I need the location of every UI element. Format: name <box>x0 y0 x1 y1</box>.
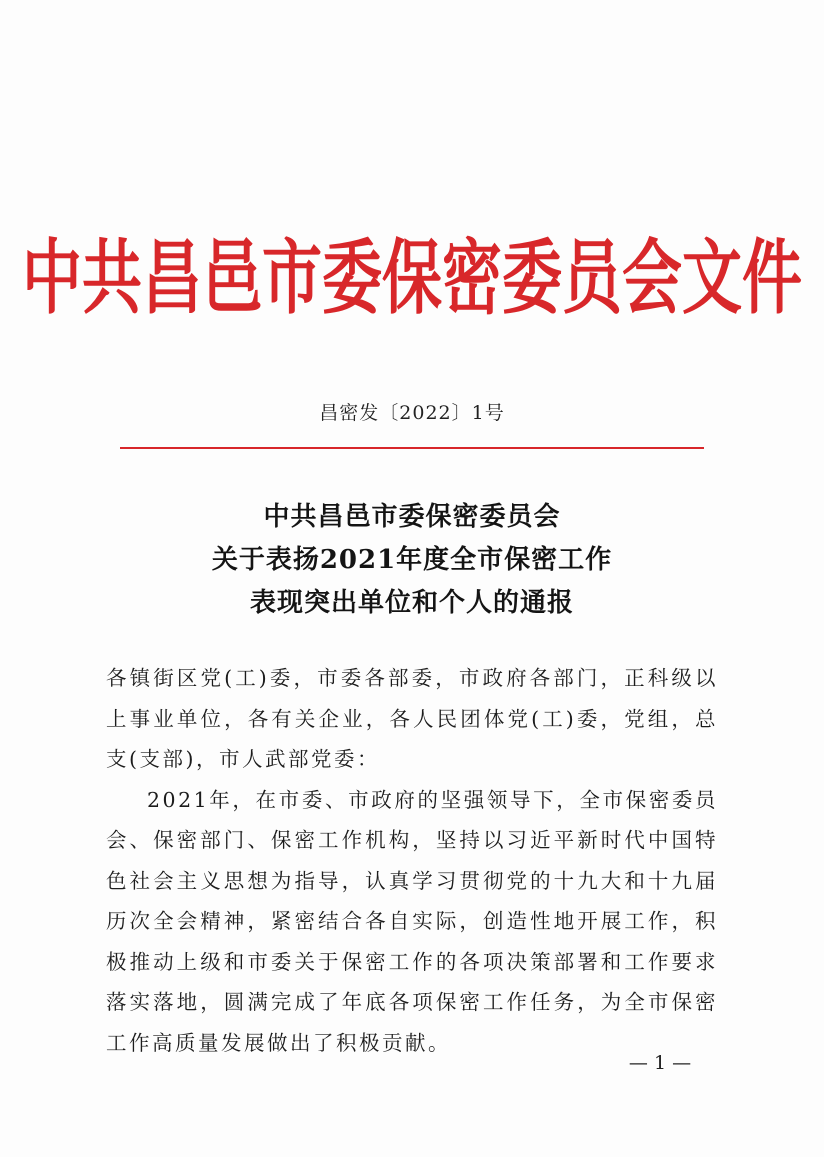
document-number: 昌密发〔2022〕1号 <box>319 402 505 424</box>
document-masthead: 中共昌邑市委保密委员会文件 <box>22 231 802 326</box>
title-line-1: 中共昌邑市委保密委员会 <box>263 502 561 532</box>
page-number: — 1 — <box>628 1052 692 1074</box>
title-line-2: 关于表扬2021年度全市保密工作 <box>211 545 613 575</box>
red-divider-line <box>120 447 704 449</box>
body-paragraph: 2021年，在市委、市政府的坚强领导下，全市保密委员会、保密部门、保密工作机构，坚持以习近平新时代中国特色社会主义思想为指导，认真学习贯彻党的十九大和十九届历次全会精神，紧密结合各自实际，创造性地开展工作，积极推动上级和市委关于保密工作的各项决策部署和工作要求落实落地，圆满完成了年底各项保密工作任务，为全市保密工作高质量发展做出了积极贡献。 <box>106 787 718 1055</box>
document-title <box>0 496 824 625</box>
title-line-3: 表现突出单位和个人的通报 <box>249 588 574 618</box>
document-body <box>106 658 718 1063</box>
salutation: 各镇街区党(工)委，市委各部委，市政府各部门，正科级以上事业单位，各有关企业，各人民团体党(工)委，党组，总支(支部)，市人武部党委： <box>106 666 718 771</box>
